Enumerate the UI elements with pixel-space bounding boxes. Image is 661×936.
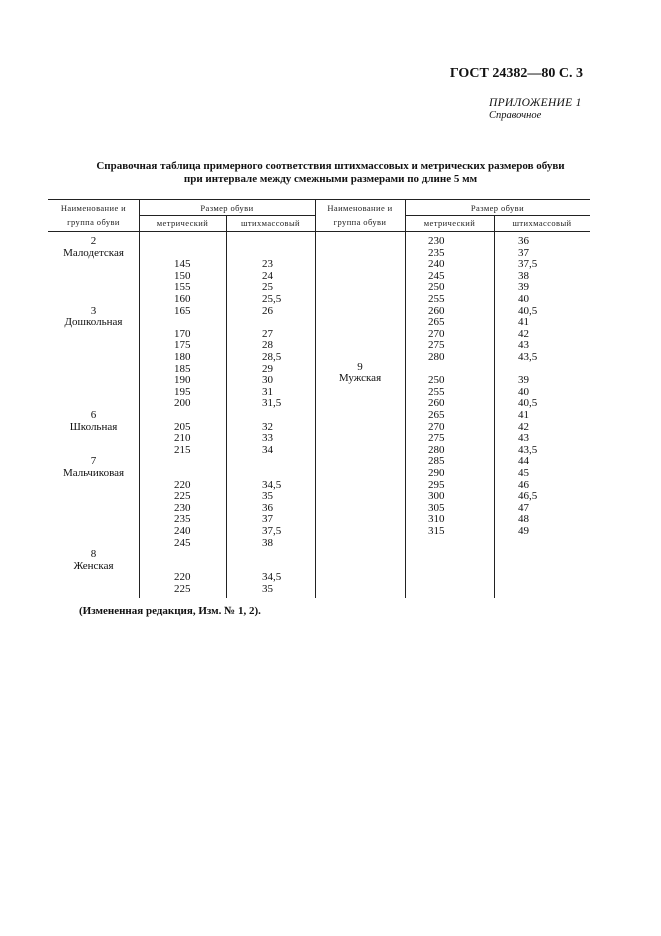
metric-size-cell: 260: [428, 304, 445, 317]
header-name-line-2: группа обуви: [67, 217, 120, 227]
stich-size-cell: 41: [518, 316, 529, 329]
metric-size-cell: 245: [428, 269, 445, 282]
stich-size-cell: 29: [262, 362, 273, 375]
metric-size-cell: 165: [174, 304, 191, 317]
stich-size-cell: 39: [518, 374, 529, 387]
header-metric-left: метрический: [156, 218, 209, 228]
stich-size-cell: 47: [518, 501, 529, 514]
header-name-group-right: [315, 201, 405, 229]
stich-size-cell: 37,5: [518, 258, 538, 271]
stich-size-cell: 40,5: [518, 397, 538, 410]
group-number: 6: [90, 409, 97, 421]
group-name: Школьная: [69, 420, 118, 433]
metric-size-cell: 215: [174, 443, 191, 456]
metric-size-cell: 220: [174, 571, 191, 584]
table-title-line-2: при интервале между смежными размерами по длине 5 мм: [183, 173, 478, 185]
col-divider: [494, 215, 495, 598]
header-size-right: Размер обуви: [470, 203, 525, 213]
metric-size-cell: 265: [428, 316, 445, 329]
table-title-line-1: Справочная таблица примерного соответствия штихмассовых и метрических размеров обуви: [96, 160, 565, 172]
stich-size-cell: 37: [262, 513, 273, 526]
stich-size-cell: 45: [518, 467, 529, 479]
document-page-header: ГОСТ 24382—80 С. 3: [449, 66, 583, 81]
metric-size-cell: 240: [428, 258, 445, 271]
header-stich-left: штихмассовый: [240, 218, 301, 228]
group-number: 9: [357, 360, 363, 373]
metric-size-cell: 255: [428, 293, 445, 305]
stich-size-cell: 43: [518, 339, 529, 352]
header-name-group-left: [48, 201, 139, 229]
header-name-line-1: Наименование и: [327, 203, 393, 213]
metric-size-cell: 310: [428, 513, 445, 526]
metric-size-cell: 290: [428, 467, 445, 479]
stich-size-cell: 31: [262, 385, 273, 398]
metric-size-cell: 210: [174, 432, 191, 445]
group-number: 3: [90, 304, 97, 317]
group-name: Дошкольная: [64, 316, 123, 329]
metric-size-cell: 280: [428, 351, 445, 363]
stich-size-cell: 37: [518, 246, 529, 259]
metric-size-cell: 260: [428, 397, 445, 410]
stich-size-cell: 38: [262, 536, 273, 549]
header-metric-right: метрический: [423, 218, 476, 228]
stich-size-cell: 34,5: [262, 478, 282, 491]
col-divider: [405, 200, 406, 598]
header-name-line-2: группа обуви: [333, 217, 387, 227]
metric-size-cell: 245: [174, 536, 191, 549]
revision-note: (Измененная редакция, Изм. № 1, 2).: [79, 605, 261, 617]
metric-size-cell: 155: [174, 281, 191, 294]
metric-size-cell: 275: [428, 339, 445, 352]
stich-size-cell: 33: [262, 432, 273, 445]
metric-size-cell: 300: [428, 490, 445, 503]
metric-size-cell: 170: [174, 327, 191, 340]
stich-size-cell: 40,5: [518, 304, 538, 317]
stich-size-cell: 42: [518, 327, 529, 340]
group-name: Мальчиковая: [62, 466, 125, 479]
header-name-line-1: Наименование и: [60, 203, 127, 213]
header-size-left: Размер обуви: [200, 203, 254, 213]
appendix-label: ПРИЛОЖЕНИЕ 1: [489, 97, 582, 109]
metric-size-cell: 150: [174, 269, 191, 282]
stich-size-cell: 40: [518, 293, 529, 305]
stich-size-cell: 49: [518, 525, 529, 537]
group-name: Женская: [73, 559, 114, 572]
group-number: 2: [90, 235, 97, 247]
stich-size-cell: 35: [262, 583, 273, 595]
metric-size-cell: 225: [174, 583, 191, 595]
group-name: Мужская: [338, 372, 382, 385]
stich-size-cell: 37,5: [262, 525, 282, 537]
stich-size-cell: 32: [262, 420, 273, 433]
metric-size-cell: 250: [428, 281, 445, 294]
metric-size-cell: 190: [174, 374, 191, 387]
shoe-size-table: [48, 199, 590, 598]
stich-size-cell: 34,5: [262, 571, 282, 584]
stich-size-cell: 24: [262, 269, 273, 282]
metric-size-cell: 175: [174, 339, 191, 352]
stich-size-cell: 25,5: [262, 293, 282, 305]
group-label: [48, 236, 139, 259]
group-label: [48, 456, 139, 479]
stich-size-cell: 26: [262, 304, 273, 317]
stich-size-cell: 27: [262, 327, 273, 340]
metric-size-cell: 185: [174, 362, 191, 375]
metric-size-cell: 200: [174, 397, 191, 410]
stich-size-cell: 34: [262, 443, 273, 456]
metric-size-cell: 305: [428, 501, 445, 514]
metric-size-cell: 240: [174, 525, 191, 537]
col-divider: [315, 200, 316, 598]
metric-size-cell: 285: [428, 455, 445, 468]
stich-size-cell: 43,5: [518, 443, 538, 456]
header-stich-right: штихмассовый: [512, 218, 572, 228]
metric-size-cell: 265: [428, 409, 445, 421]
col-divider: [139, 200, 140, 598]
header-bottom-rule: [48, 231, 590, 232]
metric-size-cell: 235: [428, 246, 445, 259]
group-label: [48, 410, 139, 433]
metric-size-cell: 235: [174, 513, 191, 526]
metric-size-cell: 315: [428, 525, 445, 537]
metric-size-cell: 280: [428, 443, 445, 456]
metric-size-cell: 255: [428, 385, 445, 398]
col-divider: [226, 215, 227, 598]
stich-size-cell: 39: [518, 281, 529, 294]
stich-size-cell: 46: [518, 478, 529, 491]
group-label: [48, 549, 139, 572]
stich-size-cell: 30: [262, 374, 273, 387]
stich-size-cell: 36: [518, 235, 529, 247]
metric-size-cell: 230: [428, 235, 445, 247]
stich-size-cell: 40: [518, 385, 529, 398]
metric-size-cell: 205: [174, 420, 191, 433]
stich-size-cell: 31,5: [262, 397, 282, 410]
appendix-type: Справочное: [489, 110, 542, 121]
group-number: 7: [90, 455, 97, 468]
metric-size-cell: 270: [428, 420, 445, 433]
stich-size-cell: 36: [262, 501, 273, 514]
metric-size-cell: 295: [428, 478, 445, 491]
group-label: [48, 306, 139, 329]
metric-size-cell: 230: [174, 501, 191, 514]
metric-size-cell: 270: [428, 327, 445, 340]
stich-size-cell: 23: [262, 258, 273, 271]
metric-size-cell: 250: [428, 374, 445, 387]
stich-size-cell: 28,5: [262, 351, 282, 363]
metric-size-cell: 275: [428, 432, 445, 445]
stich-size-cell: 46,5: [518, 490, 538, 503]
stich-size-cell: 41: [518, 409, 529, 421]
stich-size-cell: 35: [262, 490, 273, 503]
stich-size-cell: 43: [518, 432, 529, 445]
stich-size-cell: 25: [262, 281, 273, 294]
stich-size-cell: 43,5: [518, 351, 538, 363]
stich-size-cell: 42: [518, 420, 529, 433]
stich-size-cell: 44: [518, 455, 529, 468]
metric-size-cell: 145: [174, 258, 191, 271]
stich-size-cell: 28: [262, 339, 273, 352]
metric-size-cell: 195: [174, 385, 191, 398]
metric-size-cell: 225: [174, 490, 191, 503]
group-label: [315, 362, 405, 385]
stich-size-cell: 38: [518, 269, 529, 282]
group-number: 8: [90, 548, 97, 561]
metric-size-cell: 220: [174, 478, 191, 491]
metric-size-cell: 180: [174, 351, 191, 363]
metric-size-cell: 160: [174, 293, 191, 305]
group-name: Малодетская: [63, 246, 124, 259]
stich-size-cell: 48: [518, 513, 529, 526]
